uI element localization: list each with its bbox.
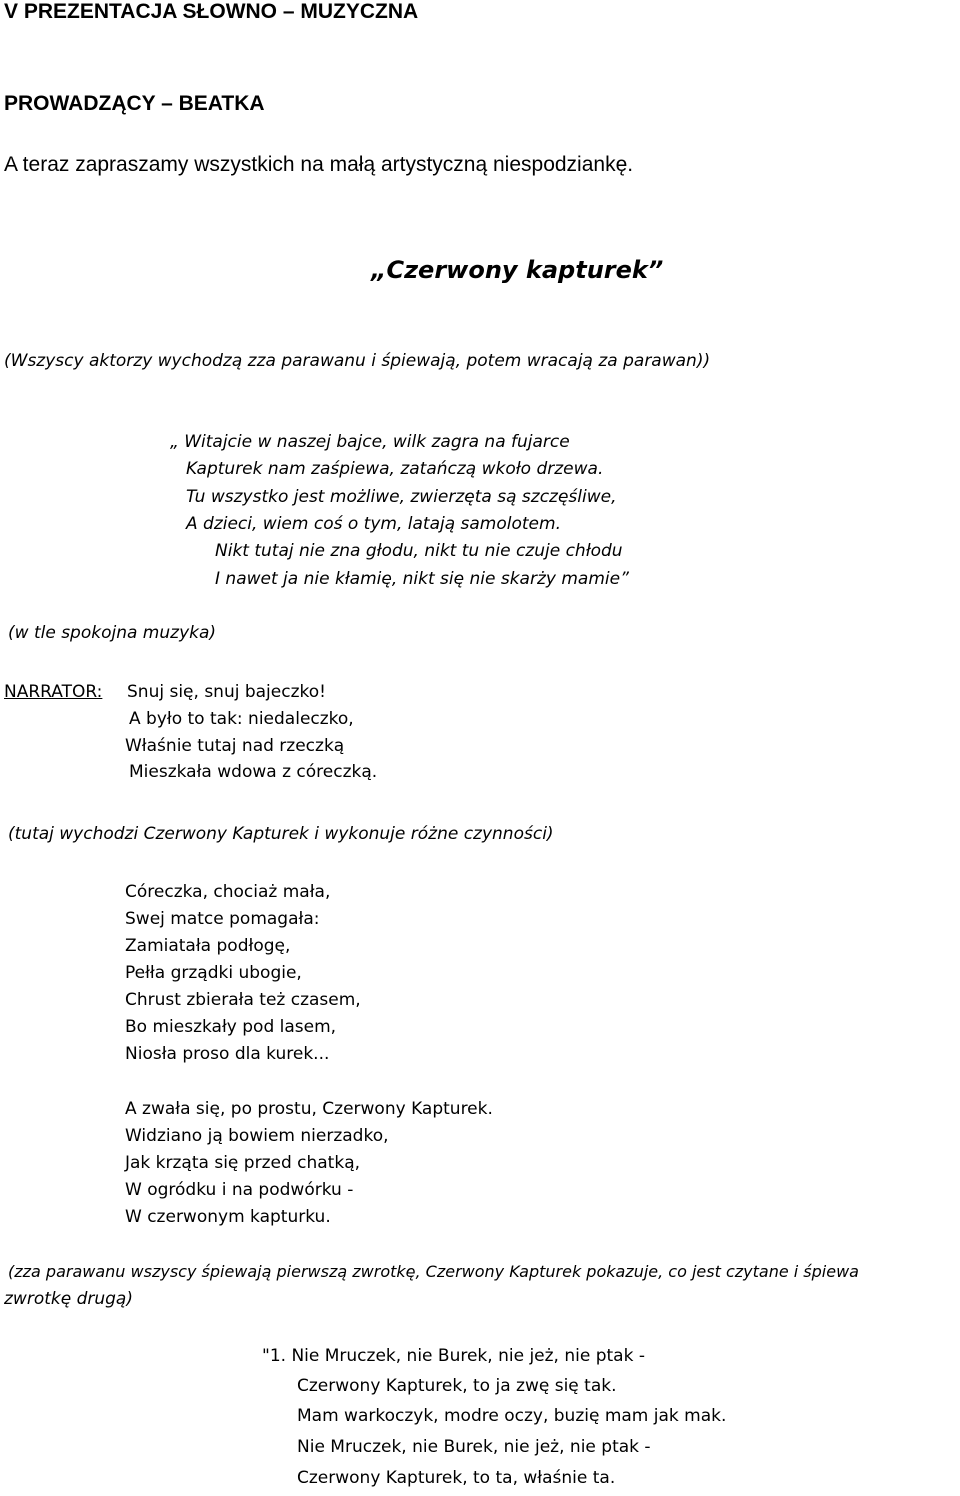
verse-line: Czerwony Kapturek, to ja zwę się tak. xyxy=(297,1376,617,1396)
narrator-line: A było to tak: niedaleczko, xyxy=(129,709,354,729)
stage-direction-line: (zza parawanu wszyscy śpiewają pierwszą zwrotkę, Czerwony Kapturek pokazuje, co jest czytane i śpiewa xyxy=(8,1262,859,1281)
verse-line: Czerwony Kapturek, to ta, właśnie ta. xyxy=(297,1468,616,1488)
stanza-line: Pełła grządki ubogie, xyxy=(125,963,302,983)
section-heading: V PREZENTACJA SŁOWNO – MUZYCZNA xyxy=(4,0,419,23)
song-line: „ Witajcie w naszej bajce, wilk zagra na fujarce xyxy=(170,432,570,452)
stanza-line: W czerwonym kapturku. xyxy=(125,1207,331,1227)
narrator-line: Mieszkała wdowa z córeczką. xyxy=(129,762,378,782)
stage-direction: (w tle spokojna muzyka) xyxy=(8,623,217,643)
song-line: I nawet ja nie kłamię, nikt się nie skarży mamie” xyxy=(215,569,629,589)
verse-line: Nie Mruczek, nie Burek, nie jeż, nie ptak - xyxy=(297,1437,651,1457)
narrator-line: Właśnie tutaj nad rzeczką xyxy=(125,736,345,756)
song-line: Kapturek nam zaśpiewa, zatańczą wkoło drzewa. xyxy=(186,459,604,479)
song-line: Nikt tutaj nie zna głodu, nikt tu nie czuje chłodu xyxy=(215,541,623,561)
song-line: A dzieci, wiem coś o tym, latają samolotem. xyxy=(186,514,561,534)
play-title: „Czerwony kapturek” xyxy=(371,256,664,284)
stage-direction-line: zwrotkę drugą) xyxy=(4,1289,133,1309)
stanza-line: Chrust zbierała też czasem, xyxy=(125,990,361,1010)
song-line: Tu wszystko jest możliwe, zwierzęta są szczęśliwe, xyxy=(186,487,617,507)
stanza-line: W ogródku i na podwórku - xyxy=(125,1180,354,1200)
stanza-line: Zamiatała podłogę, xyxy=(125,936,291,956)
stanza-line: Niosła proso dla kurek... xyxy=(125,1044,330,1064)
verse-line: Mam warkoczyk, modre oczy, buzię mam jak mak. xyxy=(297,1406,727,1426)
narrator-line: Snuj się, snuj bajeczko! xyxy=(127,682,326,702)
stage-direction: (Wszyscy aktorzy wychodzą zza parawanu i śpiewają, potem wracają za parawan)) xyxy=(4,351,711,371)
stanza-line: Swej matce pomagała: xyxy=(125,909,320,929)
host-heading: PROWADZĄCY – BEATKA xyxy=(4,92,265,115)
stanza-line: Jak krząta się przed chatką, xyxy=(125,1153,361,1173)
narrator-label: NARRATOR: xyxy=(4,682,103,702)
stanza-line: Córeczka, chociaż mała, xyxy=(125,882,331,902)
stanza-line: A zwała się, po prostu, Czerwony Kapturek. xyxy=(125,1099,493,1119)
stanza-line: Bo mieszkały pod lasem, xyxy=(125,1017,337,1037)
verse-line: "1. Nie Mruczek, nie Burek, nie jeż, nie ptak - xyxy=(262,1346,645,1366)
stanza-line: Widziano ją bowiem nierzadko, xyxy=(125,1126,389,1146)
stage-direction: (tutaj wychodzi Czerwony Kapturek i wykonuje różne czynności) xyxy=(8,824,554,844)
intro-line: A teraz zapraszamy wszystkich na małą artystyczną niespodziankę. xyxy=(4,153,634,176)
